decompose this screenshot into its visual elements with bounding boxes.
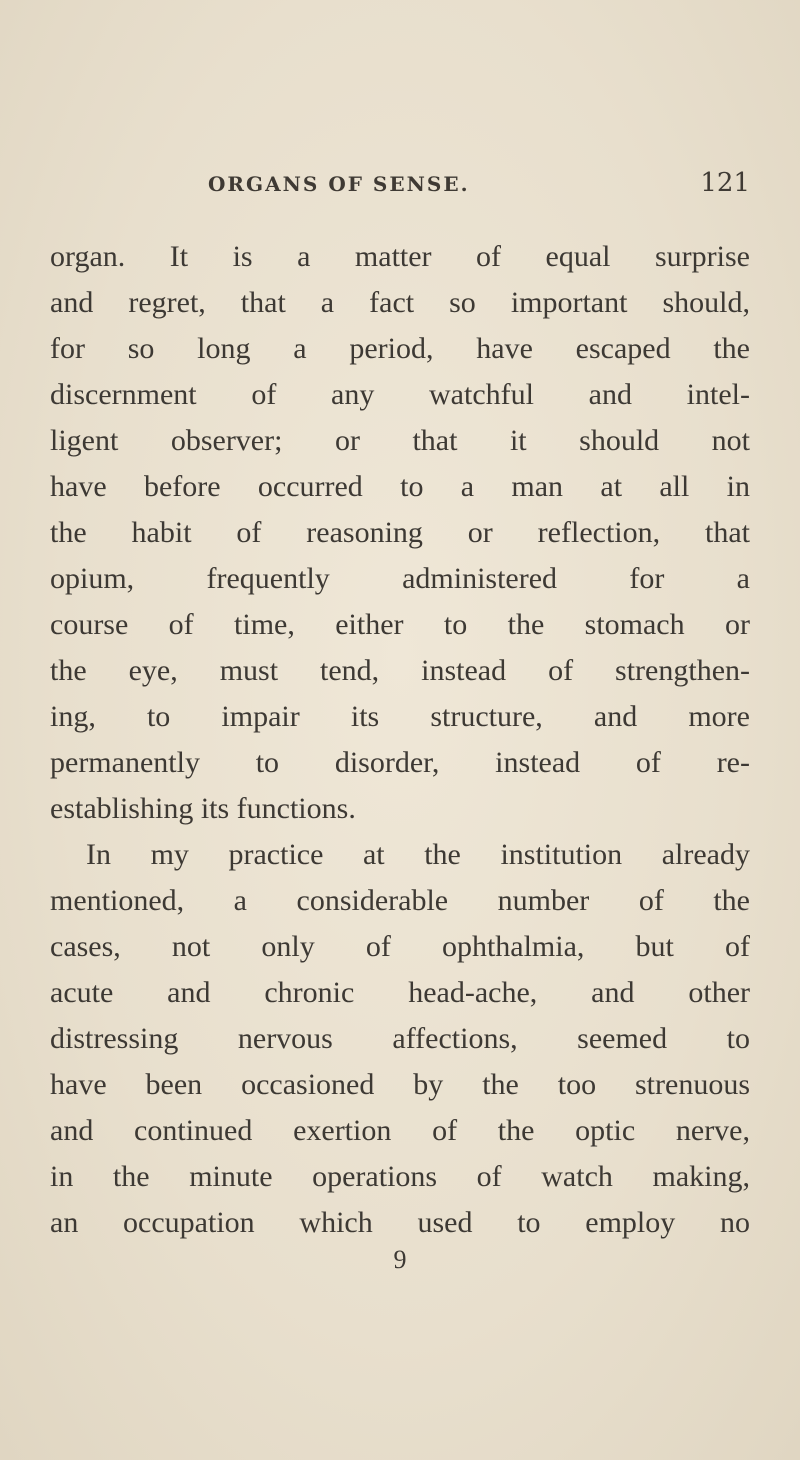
text-line: and regret, that a fact so important should, xyxy=(50,286,750,319)
text-line: acute and chronic head-ache, and other xyxy=(50,976,750,1009)
page-number: 121 xyxy=(700,168,750,198)
text-line: distressing nervous affections, seemed to xyxy=(50,1022,750,1055)
text-line: permanently to disorder, instead of re- xyxy=(50,746,750,779)
text-line: mentioned, a considerable number of the xyxy=(50,884,750,917)
text-line: an occupation which used to employ no xyxy=(50,1206,750,1239)
text-line: in the minute operations of watch making, xyxy=(50,1160,750,1193)
text-line: for so long a period, have escaped the xyxy=(50,332,750,365)
text-line: establishing its functions. xyxy=(50,792,356,825)
running-head xyxy=(0,168,800,208)
text-line: In my practice at the institution already xyxy=(86,838,750,871)
text-line: have been occasioned by the too strenuous xyxy=(50,1068,750,1101)
text-line: organ. It is a matter of equal surprise xyxy=(50,240,750,273)
signature-mark: 9 xyxy=(393,1245,407,1274)
text-line: the eye, must tend, instead of strengthen- xyxy=(50,654,750,687)
text-line: the habit of reasoning or reflection, that xyxy=(50,516,750,549)
text-line: cases, not only of ophthalmia, but of xyxy=(50,930,750,963)
text-line: course of time, either to the stomach or xyxy=(50,608,750,641)
text-line: discernment of any watchful and intel- xyxy=(50,378,750,411)
text-line: opium, frequently administered for a xyxy=(50,562,750,595)
text-line: and continued exertion of the optic nerve, xyxy=(50,1114,750,1147)
text-line: have before occurred to a man at all in xyxy=(50,470,750,503)
text-line: ligent observer; or that it should not xyxy=(50,424,750,457)
text-line: ing, to impair its structure, and more xyxy=(50,700,750,733)
running-title: ORGANS OF SENSE. xyxy=(208,172,470,196)
